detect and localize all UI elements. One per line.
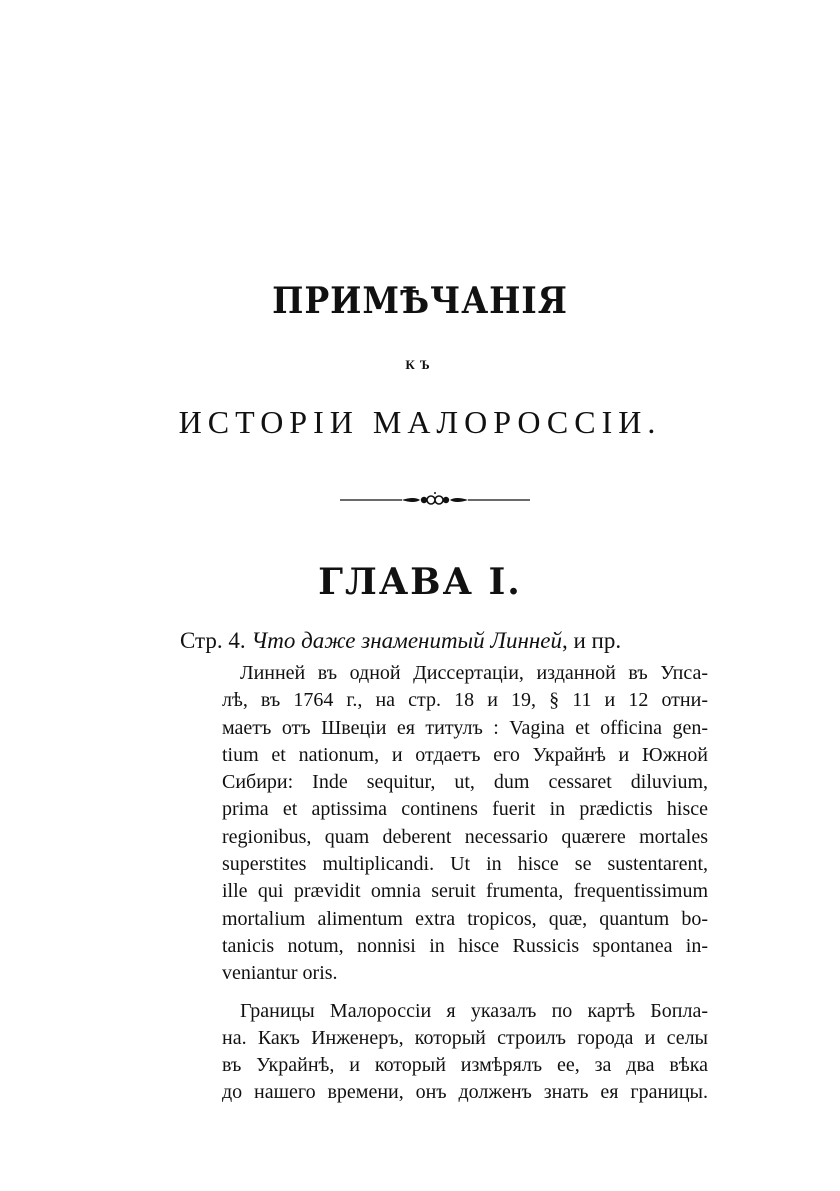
page-reference: Стр. 4. <box>180 628 246 653</box>
text-line: regionibus, quam deberent necessario quærere mortales <box>222 825 708 848</box>
text-line: Сибири: Inde sequitur, ut, dum cessaret diluvium, <box>222 771 708 794</box>
text-line: Границы Малороссіи я указалъ по картѣ Бопла- <box>240 999 708 1022</box>
text-line: veniantur oris. <box>222 962 338 985</box>
page-subtitle: ИСТОРІИ МАЛОРОССІИ. <box>178 404 662 440</box>
text-line: Линней въ одной Диссертаціи, изданной въ Упса- <box>240 662 708 684</box>
text-line: маетъ отъ Швеціи ея титулъ : Vagina et officina gen- <box>222 716 708 739</box>
quoted-phrase: Что даже знаменитый Линней <box>251 628 562 653</box>
page-title: ПРИМѢЧАНІЯ <box>272 280 568 322</box>
reference-tail: , и пр. <box>562 628 622 653</box>
ornament-divider-icon <box>340 490 530 510</box>
title-preposition: КЪ <box>405 357 435 372</box>
text-line: tium et nationum, и отдаетъ его Украйнѣ и Южной <box>222 743 708 766</box>
text-line: prima et aptissima continens fuerit in prædictis hisce <box>222 798 708 821</box>
note-body <box>222 660 708 1107</box>
text-line: въ Украйнѣ, и который измѣрялъ ее, за два вѣка <box>222 1054 708 1077</box>
text-line: tanicis notum, nonnisi in hisce Russicis spontanea in- <box>222 934 708 957</box>
paragraph-gap <box>222 988 708 998</box>
text-line: на. Какъ Инженеръ, который строилъ города и селы <box>222 1026 708 1049</box>
text-line: ille qui prævidit omnia seruit frumenta, frequentissimum <box>222 880 708 903</box>
note-reference <box>180 628 720 654</box>
text-line: до нашего времени, онъ долженъ знать ея границы. <box>222 1081 708 1104</box>
text-line: superstites multiplicandi. Ut in hisce se sustentarent, <box>222 853 708 876</box>
text-line: лѣ, въ 1764 г., на стр. 18 и 19, § 11 и 12 отни- <box>222 689 708 712</box>
chapter-heading: ГЛАВА I. <box>318 561 522 603</box>
text-line: mortalium alimentum extra tropicos, quæ, quantum bo- <box>222 907 708 930</box>
